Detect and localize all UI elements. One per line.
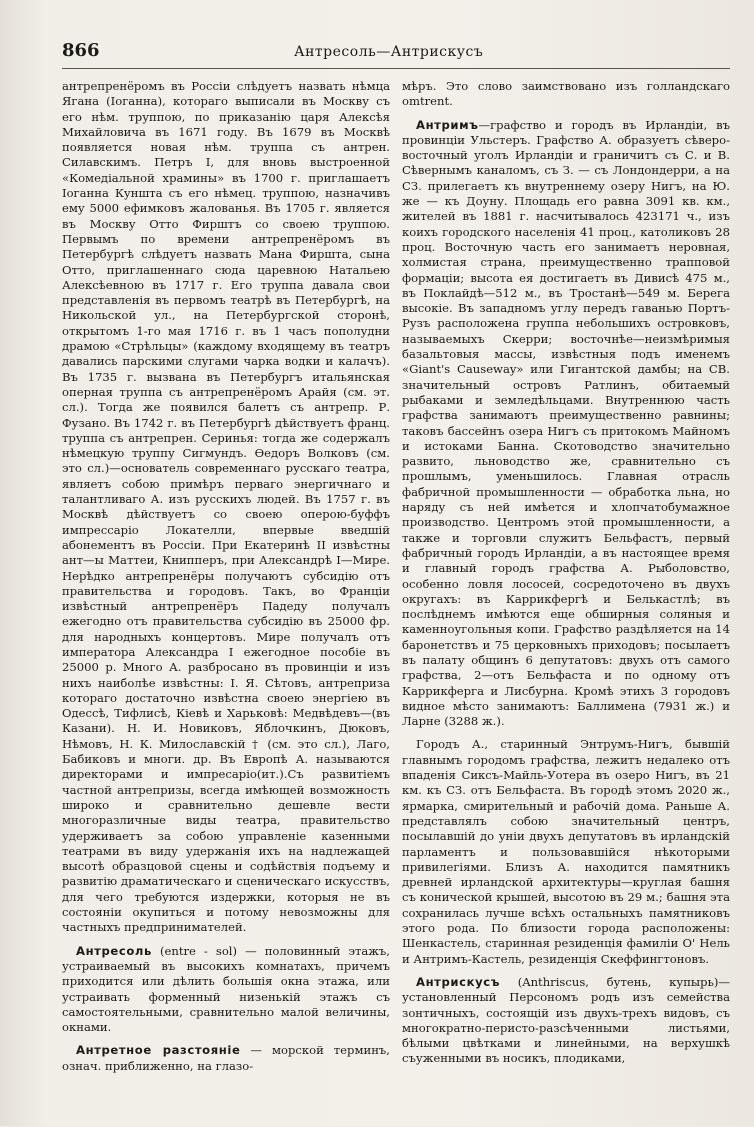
- article-antriskus: [402, 975, 730, 1067]
- running-title: Антресоль—Антрискусъ: [294, 44, 484, 60]
- article-antretnoe-continuation: мѣръ. Это слово заимствовано изъ голландскаго omtrent.: [402, 79, 730, 109]
- article-antretnoe-body: — морской терминъ, означ. приближенно, на глазо-: [62, 1043, 390, 1073]
- article-antrim-town: Городъ А., старинный Энтрумъ-Нигъ, бывшій главнымъ городомъ графства, лежитъ недалеко отъ впаденія Сиксъ-Майль-Уотера въ озеро Нигъ, въ 21 км. къ СЗ. отъ Бельфаста. Въ городѣ этомъ 2020 ж., ярмарка, смирительный и рабочій дома. Раньше А. представлялъ собою значительный центръ, посылавшій до уніи двухъ депутатовъ въ ирландскій парламентъ и пользовавшійся нѣкоторыми привилегіями. Близъ А. находится памятникъ древней ирландской архитектуры—круглая башня съ конической крышей, высотою въ 29 м.; башня эта сохранилась лучше всѣхъ остальныхъ памятниковъ этого рода. По близости города расположены: Шенкастель, старинная резиденція фамиліи О' Нель и Антримъ-Кастель, резиденція Скеффингтоновъ.: [402, 737, 730, 966]
- right-column: [402, 79, 730, 1127]
- article-antretnoe: [62, 1043, 390, 1074]
- headword-antretnoe: Антретное разстояніе: [76, 1043, 241, 1058]
- article-antresol: [62, 944, 390, 1036]
- text-columns: [62, 79, 730, 1127]
- article-antrim-body: —графство и городъ въ Ирландіи, въ провинціи Ульстеръ. Графство А. образуетъ сѣверо-восточный уголъ Ирландіи и граничитъ съ С. и В. Сѣвернымъ каналомъ, съ З. — съ Лондондерри, а на СЗ. прилегаетъ къ внутреннему озеру Нигъ, на Ю. же — къ Доуну. Площадь его равна 3091 кв. км., жителей въ 1881 г. насчитывалось 423171 ч., изъ коихъ городского населенія 41 проц., католиковъ 28 проц. Восточную часть его занимаетъ неровная, холмистая страна, преимущественно трапповой формаціи; высота ея достигаетъ въ Дивисѣ 475 м., въ Поклайдѣ—512 м., въ Тростанѣ—549 м. Берега высокіе. Въ западномъ углу передъ гаванью Портъ-Рузъ расположена группа небольшихъ островковъ, называемыхъ Скерри; восточнѣе—неизмѣримыя базальтовыя массы, извѣстныя подъ именемъ «Giant's Causeway» или Гигантской дамбы; на СВ. значительный островъ Ратлинъ, обитаемый рыбаками и земледѣльцами. Внутреннюю часть графства занимаютъ преимущественно равнины; таковъ бассейнъ озера Нигъ съ притокомъ Майномъ и истоками Банна. Скотоводство значительно развито, льноводство же, сравнительно съ прошлымъ, уменьшилось. Главная отрасль фабричной промышленности — обработка льна, но наряду съ ней имѣется и хлопчатобумажное производство. Центромъ этой промышленности, а также и торговли служитъ Бельфастъ, первый фабричный городъ Ирландіи, а въ настоящее время и главный городъ графства А. Рыболовство, особенно ловля лососей, сосредоточено въ двухъ округахъ: въ Каррикфергѣ и Белькастлѣ; въ послѣднемъ имѣются еще обширныя соляныя и каменноугольныя копи. Графство раздѣляется на 14 баронетствъ и 75 церковныхъ приходовъ; посылаетъ въ палату общинъ 6 депутатовъ: двухъ отъ самого графства, 2—отъ Бельфаста и по одному отъ Каррикферга и Лисбурна. Кромѣ этихъ 3 городовъ видное мѣсто занимаютъ: Баллимена (7931 ж.) и Ларне (3288 ж.).: [402, 117, 730, 729]
- headword-antresol: Антресоль: [76, 943, 152, 958]
- article-antreprener-continuation: антрепренёромъ въ Россіи слѣдуетъ назвать нѣмца Ягана (Іоганна), котораго выписали въ Москву съ его нѣм. труппою, по приказанію царя Алексѣя Михайловича въ 1671 году. Въ 1679 въ Москвѣ появляется новая нѣм. труппа съ антрен. Силавскимъ. Петръ I, для вновь выстроенной «Комедіальной храмины» въ 1700 г. приглашаетъ Іоганна Куншта съ его нѣмец. труппою, назначивъ ему 5000 ефимковъ жалованья. Въ 1705 г. является въ Москву Отто Фирштъ со своею труппою. Первымъ по времени антрепренёромъ въ Петербургѣ слѣдуетъ назвать Мана Фирштa, сына Отто, приглашеннаго сюда царевною Натальею Алексѣевною въ 1717 г. Его труппа давала свои представленія въ первомъ театрѣ въ Петербургѣ, на Никольской ул., на Петербургской сторонѣ, открытомъ 1-го мая 1716 г. въ 1 часъ пополудни драмою «Стрѣльцы» (каждому входящему въ театръ давались парскими слугами чарка водки и калачъ). Въ 1735 г. вызвана въ Петербургъ итальянская оперная труппа съ антрепренёромъ Арайя (см. эт. сл.). Тогда же появился балетъ съ антрепр. Р. Фузано. Въ 1742 г. въ Петербургѣ дѣйствуетъ франц. труппа съ антрепрен. Серинья: тогда же содержалъ нѣмецкую труппу Сигмундъ. Ѳедоръ Волковъ (см. это сл.)—основатель современнаго русскаго театра, являетъ собою примѣръ перваго энергичнаго и талантливаго А. изъ русскихъ людей. Въ 1757 г. въ Москвѣ дѣйствуетъ со своею оперою-буффъ импрессаріо Локателли, впервые введшій абонементъ въ Россіи. При Екатеринѣ II извѣстны ант—ы Маттеи, Книпперъ, при Александрѣ I—Мире. Нерѣдко антрепренёры получаютъ субсидію отъ правительства и городовъ. Такъ, во Франціи извѣстный антрепренёръ Падеду получалъ ежегодно отъ правительства субсидію въ 25000 фр. для народныхъ концертовъ. Мире получалъ отъ императора Александра I ежегодное пособіе въ 25000 р. Много А. разбросано въ провинціи и изъ нихъ наиболѣе извѣстны: I. Я. Сѣтовъ, антреприза котораго достаточно извѣстна своею энергіею въ Одессѣ, Тифлисѣ, Кіевѣ и Харьковѣ: Медвѣдевъ—(въ Казани). Н. И. Новиковъ, Яблочкинъ, Дюковъ, Нѣмовъ, Н. К. Милославскій † (см. это сл.), Лаго, Бабиковъ и многи. др. Въ Европѣ А. называются директорами и импресаріо(ит.).Съ развитіемъ частной антрепризы, всегда имѣющей возможность широко и сравнительно дешевле вести многоразличные виды театра, правительство удерживаетъ за собою управленіе казенными театрами въ виду удержанія ихъ на надлежащей высотѣ образцовой сцены и содѣйствія подъему и развитію драматическаго и сценическаго искусствъ, для чего требуются издержки, которыя не въ состояніи окупиться и потому невозможны для частныхъ предпринимателей.: [62, 79, 390, 935]
- article-antresol-body: (entre - sol) — половинный этажъ, устраиваемый въ высокихъ комнатахъ, причемъ приходится или дѣлить большія окна этажа, или устраивать форменный низенькій этажъ съ самостоятельными, сравнительно малой величины, окнами.: [62, 943, 390, 1035]
- left-column: [62, 79, 390, 1127]
- article-antrim: [402, 118, 730, 730]
- page-header: [62, 38, 730, 69]
- headword-antriskus: Антрискусъ: [416, 974, 501, 989]
- headword-antrim: Антримъ: [416, 117, 479, 132]
- page-number: 866: [62, 40, 100, 61]
- article-antriskus-body: (Anthriscus, бутень, купырь)—установленный Персономъ родъ изъ семейства зонтичныхъ, состоящій изъ двухъ-трехъ видовъ, съ многократно-перисто-разсѣченными листьями, бѣлыми цвѣтками и линейными, на верхушкѣ съуженными въ носикъ, плодиками,: [402, 974, 730, 1066]
